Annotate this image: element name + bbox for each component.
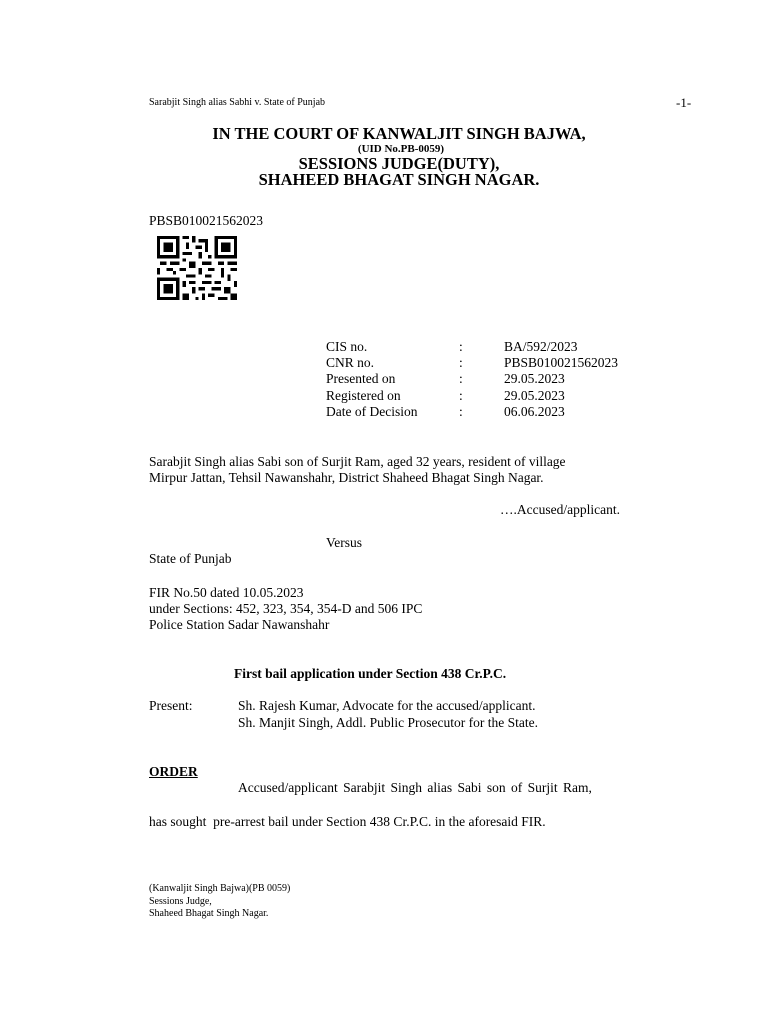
present-line1: Sh. Rajesh Kumar, Advocate for the accused/applicant.: [238, 698, 536, 713]
court-heading-line3: SESSIONS JUDGE(DUTY),: [298, 154, 500, 173]
meta-label: Presented on: [326, 371, 396, 387]
court-heading-line1: IN THE COURT OF KANWALJIT SINGH BAJWA,: [212, 124, 586, 143]
meta-value: 29.05.2023: [504, 387, 565, 403]
meta-value: BA/592/2023: [504, 339, 578, 354]
case-meta-row: [326, 339, 666, 355]
running-title: Sarabjit Singh alias Sabhi v. State of Punjab: [149, 97, 326, 108]
meta-colon: :: [459, 403, 463, 419]
applicant-role: ….Accused/applicant.: [500, 502, 620, 517]
cnr-number-top: PBSB010021562023: [149, 213, 264, 228]
case-meta-row: [326, 371, 666, 387]
court-uid: (UID No.PB-0059): [357, 143, 445, 155]
meta-value: 29.05.2023: [504, 371, 565, 387]
case-meta-row: [326, 355, 666, 371]
page-number: -1-: [676, 95, 692, 110]
order-line2: has sought pre-arrest bail under Section 438 Cr.P.C. in the aforesaid FIR.: [149, 814, 546, 829]
fir-line3: Police Station Sadar Nawanshahr: [149, 617, 330, 632]
meta-value: 06.06.2023: [504, 403, 565, 419]
signature-place: Shaheed Bhagat Singh Nagar.: [149, 908, 269, 919]
case-meta-row: [326, 404, 666, 420]
case-meta-row: [326, 388, 666, 404]
meta-value: PBSB010021562023: [504, 355, 619, 371]
case-meta-table: [326, 339, 666, 420]
meta-label: Date of Decision: [326, 403, 418, 419]
present-line2: Sh. Manjit Singh, Addl. Public Prosecutor for the State.: [238, 715, 538, 730]
applicant-line2: Mirpur Jattan, Tehsil Nawanshahr, District Shaheed Bhagat Singh Nagar.: [149, 470, 544, 485]
fir-line1: FIR No.50 dated 10.05.2023: [149, 585, 304, 600]
meta-colon: :: [459, 339, 463, 354]
qr-code-icon: [157, 236, 237, 300]
meta-label: CNR no.: [326, 355, 375, 371]
meta-label: Registered on: [326, 387, 401, 403]
meta-colon: :: [459, 387, 463, 403]
applicant-line1: Sarabjit Singh alias Sabi son of Surjit Ram, aged 32 years, resident of village: [149, 454, 566, 469]
order-line1: Accused/applicant Sarabjit Singh alias Sabi son of Surjit Ram,: [238, 780, 592, 795]
court-heading-line4: SHAHEED BHAGAT SINGH NAGAR.: [258, 170, 540, 189]
present-label: Present:: [149, 698, 193, 713]
fir-line2: under Sections: 452, 323, 354, 354-D and 506 IPC: [149, 601, 423, 616]
order-heading: ORDER: [149, 764, 198, 779]
signature-name: (Kanwaljit Singh Bajwa)(PB 0059): [149, 883, 291, 894]
respondent-name: State of Punjab: [149, 551, 232, 566]
meta-colon: :: [459, 371, 463, 387]
versus-label: Versus: [326, 535, 362, 550]
meta-label: CIS no.: [326, 339, 368, 354]
meta-colon: :: [459, 355, 463, 371]
application-title: First bail application under Section 438 Cr.P.C.: [234, 666, 507, 681]
signature-designation: Sessions Judge,: [149, 896, 212, 907]
